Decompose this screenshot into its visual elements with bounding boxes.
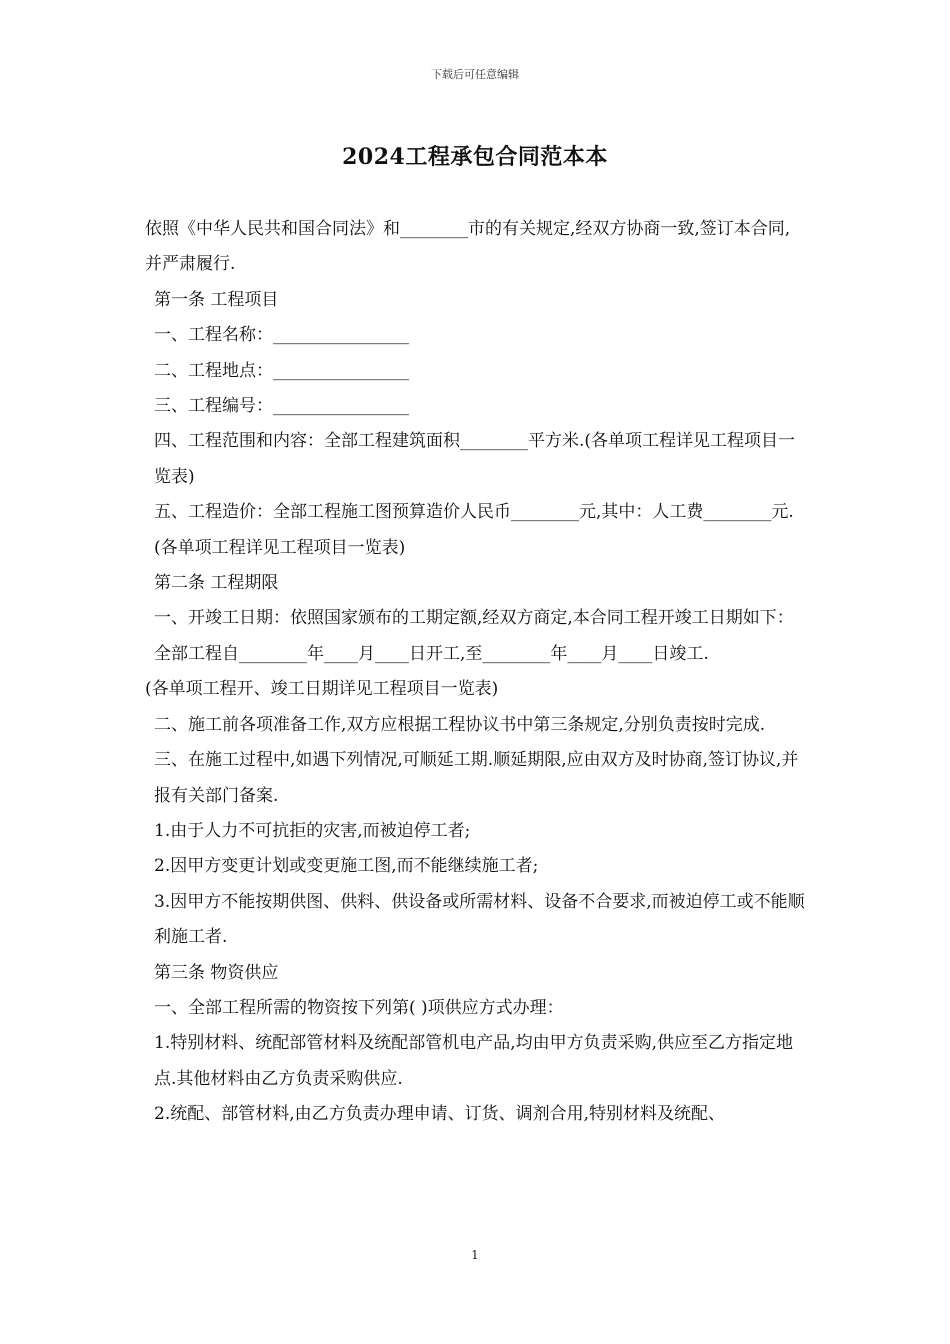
list-item: 1.特别材料、统配部管材料及统配部管机电产品,均由甲方负责采购,供应至乙方指定地点.其他材料由乙方负责采购供应. (154, 1033, 794, 1089)
paragraph: 三、在施工过程中,如遇下列情况,可顺延工期.顺延期限,应由双方及时协商,签订协议,并报有关部门备案. (154, 750, 799, 806)
list-item: 2.统配、部管材料,由乙方负责办理申请、订货、调剂合用,特别材料及统配、 (154, 1104, 726, 1125)
paragraph: 一、开竣工日期：依照国家颁布的工期定额,经双方商定,本合同工程开竣工日期如下： (154, 608, 794, 629)
paragraph: 依照《中华人民共和国合同法》和________市的有关规定,经双方协商一致,签订本合同,并严肃履行. (145, 219, 791, 275)
paragraph: 全部工程自________年____月____日开工,至________年____月____日竣工. (154, 643, 709, 664)
list-item: 3.因甲方不能按期供图、供料、供设备或所需材料、设备不合要求,而被迫停工或不能顺利施工者. (154, 891, 805, 948)
paragraph: 五、工程造价：全部工程施工图预算造价人民币________元,其中：人工费________元.(各单项工程详见工程项目一览表) (154, 502, 794, 558)
list-item: 2.因甲方变更计划或变更施工图,而不能继续施工者; (154, 856, 539, 877)
article-heading: 第一条 工程项目 (154, 289, 279, 310)
document-title: 2024工程承包合同范本本 (342, 144, 608, 170)
paragraph: 一、全部工程所需的物资按下列第( )项供应方式办理： (154, 997, 564, 1018)
paragraph: 二、工程地点：________________ (154, 360, 409, 381)
paragraph: 一、工程名称：________________ (154, 325, 409, 346)
page-number: 1 (471, 1248, 479, 1262)
paragraph: (各单项工程开、竣工日期详见工程项目一览表) (145, 679, 499, 700)
document-body (145, 212, 807, 1133)
article-heading: 第二条 工程期限 (154, 573, 279, 594)
paragraph: 四、工程范围和内容：全部工程建筑面积________平方米.(各单项工程详见工程项目一览表) (154, 431, 796, 487)
paragraph: 三、工程编号：________________ (154, 396, 409, 417)
article-heading: 第三条 物资供应 (154, 962, 279, 983)
list-item: 1.由于人力不可抗拒的灾害,而被迫停工者; (154, 820, 471, 841)
page-header: 下载后可任意编辑 (431, 68, 519, 81)
paragraph: 二、施工前各项准备工作,双方应根据工程协议书中第三条规定,分别负责按时完成. (154, 714, 766, 735)
